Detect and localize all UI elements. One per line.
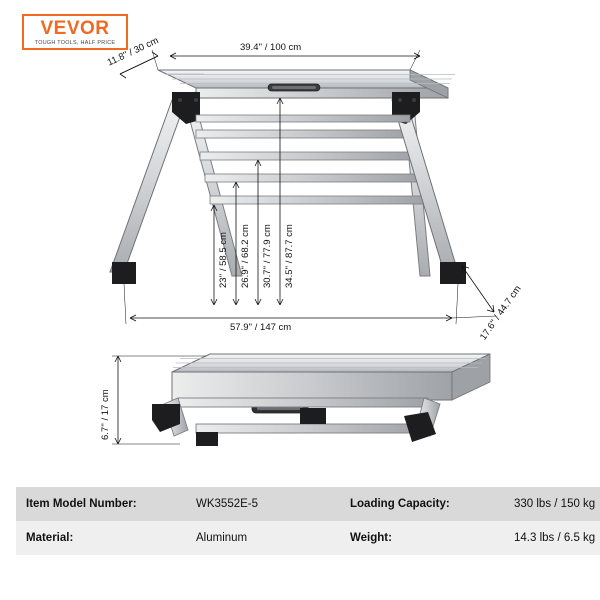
dim-height-2: 26.9'' / 68.2 cm	[240, 224, 251, 288]
deck-handle	[268, 84, 320, 91]
dim-width-top: 39.4'' / 100 cm	[240, 42, 302, 53]
logo-tagline-text: TOUGH TOOLS, HALF PRICE	[34, 39, 116, 46]
spec-label-material: Material:	[16, 521, 186, 555]
spec-label-weight: Weight:	[340, 521, 504, 555]
dim-height-1: 23'' / 58.5 cm	[218, 232, 229, 288]
dim-folded-height: 6.7'' / 17 cm	[100, 389, 111, 440]
specification-table	[16, 487, 600, 555]
dim-base-depth: 17.6'' / 44.7 cm	[478, 283, 524, 343]
spec-value-weight: 14.3 lbs / 6.5 kg	[504, 521, 600, 555]
dim-depth-top: 11.8'' / 30 cm	[105, 35, 161, 69]
spec-label-model: Item Model Number:	[16, 487, 186, 521]
dim-base-width: 57.9'' / 147 cm	[230, 322, 292, 333]
logo-brand-text: VEVOR	[40, 17, 110, 39]
platform-folded-view	[152, 354, 490, 446]
dim-height-4: 34.5'' / 87.7 cm	[284, 224, 295, 288]
spec-value-capacity: 330 lbs / 150 kg	[504, 487, 600, 521]
spec-value-model: WK3552E-5	[186, 487, 340, 521]
table-row	[16, 487, 600, 521]
spec-value-material: Aluminum	[186, 521, 340, 555]
table-row	[16, 521, 600, 555]
dim-height-3: 30.7'' / 77.9 cm	[262, 224, 273, 288]
spec-label-capacity: Loading Capacity:	[340, 487, 504, 521]
